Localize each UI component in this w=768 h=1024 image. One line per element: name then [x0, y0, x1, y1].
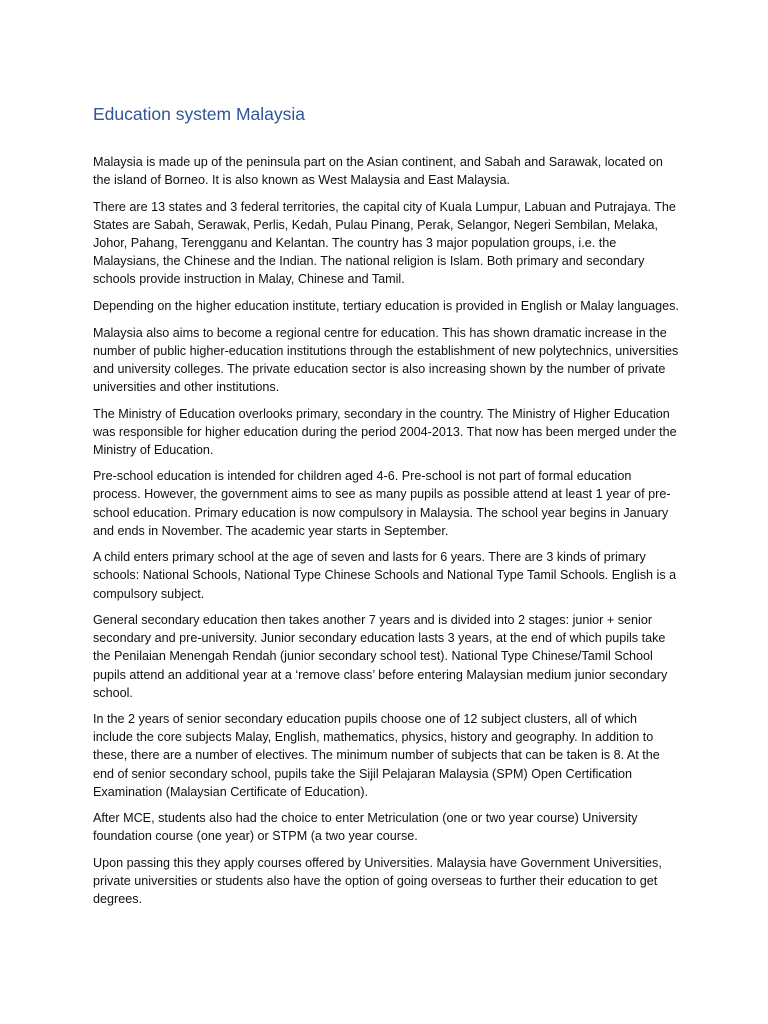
paragraph-senior-secondary: In the 2 years of senior secondary education pupils choose one of 12 subject clusters, all of which include the core subjects Malay, English, mathematics, physics, history and geography. In addition to these, there are a number of electives. The minimum number of subjects that can be taken is 8. At the end of senior secondary school, pupils take the Sijil Pelajaran Malaysia (SPM) Open Certification Examination (Malaysian Certificate of Education). — [93, 712, 660, 799]
paragraph-states: There are 13 states and 3 federal territories, the capital city of Kuala Lumpur, Labuan and Putrajaya. The States are Sabah, Serawak, Perlis, Kedah, Pulau Pinang, Perak, Selangor, Negeri Sembilan, Melaka, Johor, Pahang, Terengganu and Kelantan. The country has 3 major population groups, i.e. the Malaysians, the Chinese and the Indian. The national religion is Islam. Both primary and secondary schools provide instruction in Malay, Chinese and Tamil. — [93, 199, 676, 287]
paragraph-after-mce: After MCE, students also had the choice to enter Metriculation (one or two year course) University foundation course (one year) or STPM (a two year course. — [93, 811, 638, 844]
paragraph-tertiary-language: Depending on the higher education institute, tertiary education is provided in English or Malay languages. — [93, 298, 679, 313]
paragraph-universities: Upon passing this they apply courses offered by Universities. Malaysia have Government Universities, private universities or students also have the option of going overseas to further their education to get degrees. — [93, 856, 662, 907]
document-body — [93, 153, 679, 917]
paragraph-ministry: The Ministry of Education overlooks primary, secondary in the country. The Ministry of Higher Education was responsible for higher education during the period 2004-2013. That now has been merged under the Ministry of Education. — [93, 406, 677, 457]
paragraph-regional-centre: Malaysia also aims to become a regional centre for education. This has shown dramatic increase in the number of public higher-education institutions through the establishment of new polytechnics, universities and university colleges. The private education sector is also increasing shown by the number of private universities and other institutions. — [93, 325, 679, 394]
paragraph-geography: Malaysia is made up of the peninsula part on the Asian continent, and Sabah and Sarawak, located on the island of Borneo. It is also known as West Malaysia and East Malaysia. — [93, 155, 663, 188]
paragraph-primary-school: A child enters primary school at the age of seven and lasts for 6 years. There are 3 kinds of primary schools: National Schools, National Type Chinese Schools and National Type Tamil Schools. English is a compulsory subject. — [93, 550, 677, 601]
paragraph-secondary-education: General secondary education then takes another 7 years and is divided into 2 stages: junior + senior secondary and pre-university. Junior secondary education lasts 3 years, at the end of which pupils take the Penilaian Menengah Rendah (junior secondary school test). National Type Chinese/Tamil School pupils attend an additional year at a ‘remove class’ before entering Malaysian medium junior secondary school. — [93, 613, 668, 700]
paragraph-pre-school: Pre-school education is intended for children aged 4-6. Pre-school is not part of formal education process. However, the government aims to see as many pupils as possible attend at least 1 year of pre-school education. Primary education is now compulsory in Malaysia. The school year begins in January and ends in November. The academic year starts in September. — [93, 469, 671, 538]
document-title: Education system Malaysia — [93, 104, 306, 124]
